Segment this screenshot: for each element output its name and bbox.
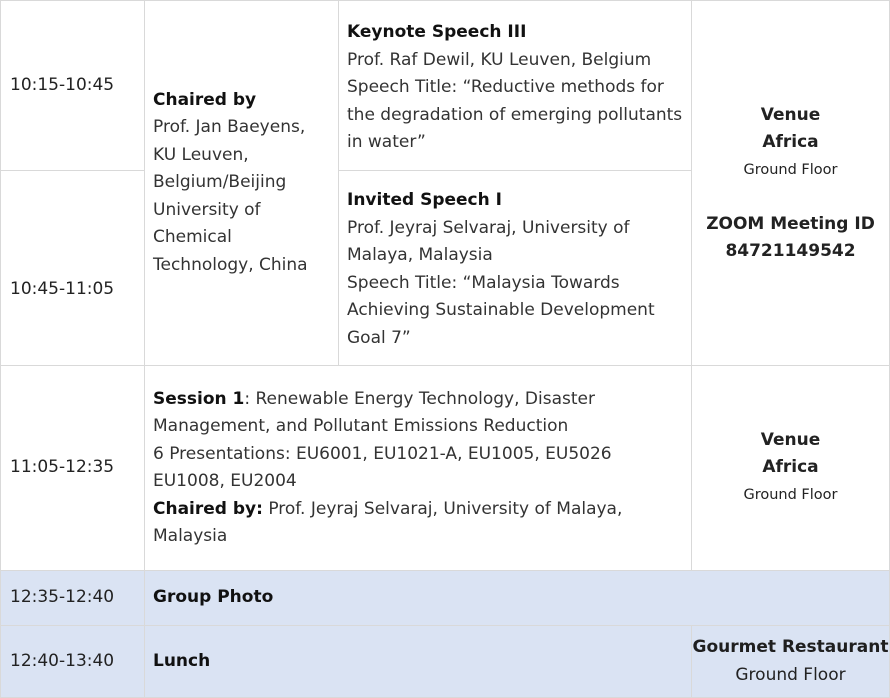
speech-speaker: Prof. Raf Dewil, KU Leuven, Belgium — [347, 49, 652, 70]
venue-name: Gourmet Restaurant — [692, 637, 889, 657]
zoom-label: ZOOM Meeting ID — [706, 213, 875, 234]
table-row — [1, 571, 890, 626]
chair-line: Prof. Jan Baeyens, — [153, 117, 306, 138]
speech-title: Invited Speech I — [347, 190, 502, 210]
chair-line: Chemical — [153, 227, 232, 248]
speech-title: Keynote Speech III — [347, 22, 527, 42]
zoom-meeting-id: 84721149542 — [725, 240, 856, 261]
chair-line: Belgium/Beijing — [153, 172, 287, 193]
invited-speech-cell — [339, 171, 692, 366]
speech-speaker: Malaya, Malaysia — [347, 245, 493, 265]
speech-line: Speech Title: “Malaysia Towards — [347, 272, 620, 293]
venue-label: Venue — [760, 429, 821, 450]
chair-title: Chaired by — [153, 89, 257, 110]
venue-floor: Ground Floor — [743, 486, 838, 503]
session-cell — [145, 366, 692, 571]
session-presentations: 6 Presentations: EU6001, EU1021-A, EU1005, EU5026 — [153, 443, 612, 464]
venue-name: Africa — [762, 131, 819, 152]
venue-cell — [692, 366, 890, 571]
table-row — [1, 366, 890, 571]
time-cell: 12:35-12:40 — [1, 571, 145, 626]
speech-line: in water” — [347, 132, 426, 152]
chair-line: KU Leuven, — [153, 144, 249, 165]
time-cell: 11:05-12:35 — [1, 366, 145, 571]
event-cell: Group Photo — [145, 571, 890, 626]
venue-label: Venue — [760, 104, 821, 125]
time-cell: 10:45-11:05 — [1, 171, 145, 366]
chair-line: Technology, China — [153, 254, 308, 275]
table-row — [1, 626, 890, 698]
session-label: Session 1 — [153, 388, 245, 409]
chair-line: University of — [153, 199, 261, 220]
session-topic: Management, and Pollutant Emissions Reduction — [153, 416, 569, 436]
lunch-venue-cell — [692, 626, 890, 698]
speech-line: Speech Title: “Reductive methods for — [347, 77, 664, 97]
speech-line: Goal 7” — [347, 327, 411, 348]
venue-floor: Ground Floor — [735, 664, 846, 685]
session-presentations: EU1008, EU2004 — [153, 471, 297, 491]
time-cell: 12:40-13:40 — [1, 626, 145, 698]
session-chair-label: Chaired by: — [153, 498, 263, 519]
session-topic: : Renewable Energy Technology, Disaster — [244, 388, 595, 409]
keynote-speech-cell — [339, 1, 692, 171]
time-cell: 10:15-10:45 — [1, 1, 145, 171]
session-chair-name: Prof. Jeyraj Selvaraj, University of Malaya, Malaysia — [153, 498, 623, 546]
event-cell: Lunch — [145, 626, 692, 698]
venue-cell — [692, 1, 890, 366]
speech-line: Achieving Sustainable Development — [347, 300, 655, 320]
table-row — [1, 1, 890, 171]
chair-cell — [145, 1, 339, 366]
speech-speaker: Prof. Jeyraj Selvaraj, University of — [347, 217, 630, 238]
venue-floor: Ground Floor — [743, 161, 838, 178]
speech-line: the degradation of emerging pollutants — [347, 104, 683, 125]
venue-name: Africa — [762, 456, 819, 477]
